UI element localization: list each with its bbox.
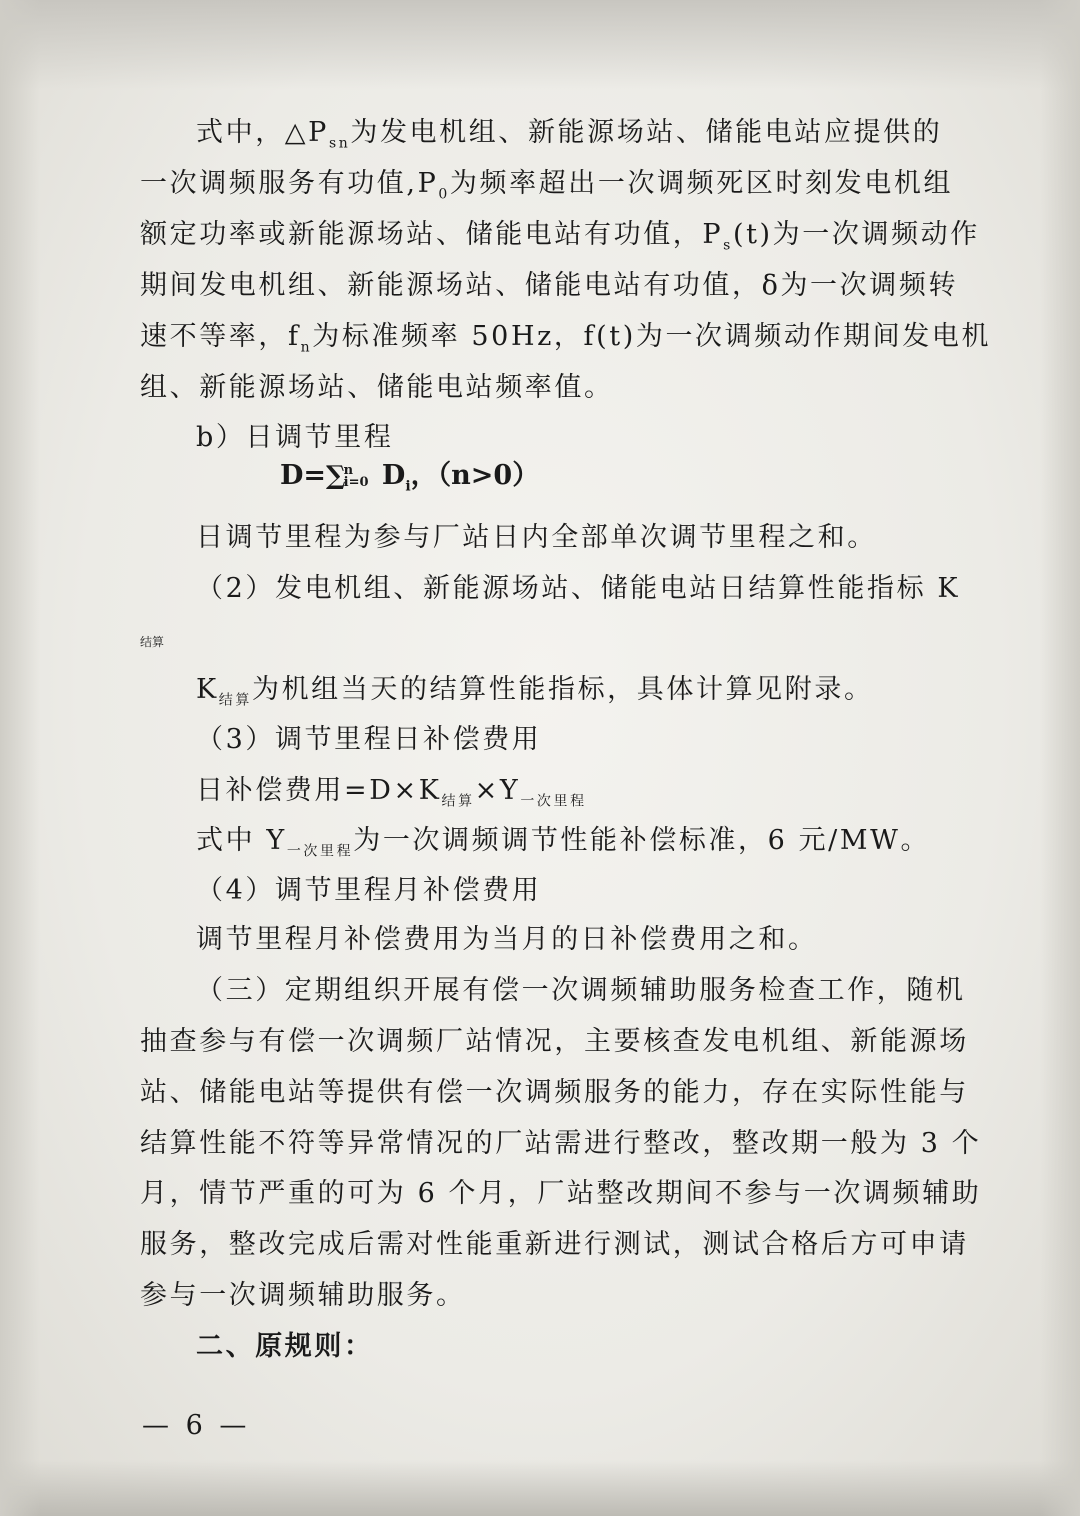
paragraph-line: 日调节里程为参与厂站日内全部单次调节里程之和。 [196, 522, 877, 553]
paragraph-line: 调节里程月补偿费用为当月的日补偿费用之和。 [196, 924, 818, 955]
page-number: — 6 — [142, 1410, 251, 1441]
paragraph-line: 期间发电机组、新能源场站、储能电站有功值，δ为一次调频转 [140, 270, 959, 301]
paragraph-line: 站、储能电站等提供有偿一次调频服务的能力，存在实际性能与 [140, 1077, 969, 1108]
paragraph-line: 结算性能不符等异常情况的厂站需进行整改，整改期一般为 3 个 [140, 1128, 982, 1159]
subheading: b）日调节里程 [196, 422, 394, 453]
paragraph-line: 参与一次调频辅助服务。 [140, 1280, 466, 1311]
paragraph-line: 式中，$\triangle P_{sn}$为发电机组、新能源场站、储能电站应提供的 [196, 117, 943, 152]
paragraph-line: 速不等率，$f_n$为标准频率 50Hz，f(t)为一次调频动作期间发电机 [140, 321, 992, 356]
paragraph-line: 式中 $Y_{一次里程}$为一次调频调节性能补偿标准，6 元/MW。 [196, 825, 931, 860]
paragraph-line: 服务，整改完成后需对性能重新进行测试，测试合格后方可申请 [140, 1229, 969, 1260]
paragraph-line: （三）定期组织开展有偿一次调频辅助服务检查工作，随机 [196, 975, 966, 1006]
formula-daily-mileage: D=∑ n i=0 $D_i$，（n>0） [280, 460, 540, 495]
paragraph-line: 额定功率或新能源场站、储能电站有功值，$P_s(t)$为一次调频动作 [140, 219, 980, 254]
formula-daily-compensation: 日补偿费用$=D\times K_{结算}\times Y_{一次里程}$ [196, 775, 587, 810]
paragraph-line: 一次调频服务有功值$,P_0$为频率超出一次调频死区时刻发电机组 [140, 168, 954, 203]
subheading: （2）发电机组、新能源场站、储能电站日结算性能指标 K [196, 573, 961, 604]
subscript-wrap: 结算 [140, 635, 165, 649]
paragraph-line: 月，情节严重的可为 6 个月，厂站整改期间不参与一次调频辅助 [140, 1178, 982, 1209]
scan-shadow-right [1040, 0, 1080, 1516]
paragraph-line: $K_{结算}$为机组当天的结算性能指标，具体计算见附录。 [196, 674, 874, 709]
paragraph-line: 抽查参与有偿一次调频厂站情况，主要核查发电机组、新能源场 [140, 1026, 969, 1057]
subheading: （3）调节里程日补偿费用 [196, 724, 542, 755]
scan-shadow-top [0, 0, 1080, 90]
scan-shadow-left [0, 0, 40, 1516]
section-heading: 二、原规则： [196, 1331, 374, 1362]
paragraph-line: 组、新能源场站、储能电站频率值。 [140, 372, 614, 403]
subheading: （4）调节里程月补偿费用 [196, 875, 542, 906]
scan-shadow-bottom [0, 1460, 1080, 1516]
